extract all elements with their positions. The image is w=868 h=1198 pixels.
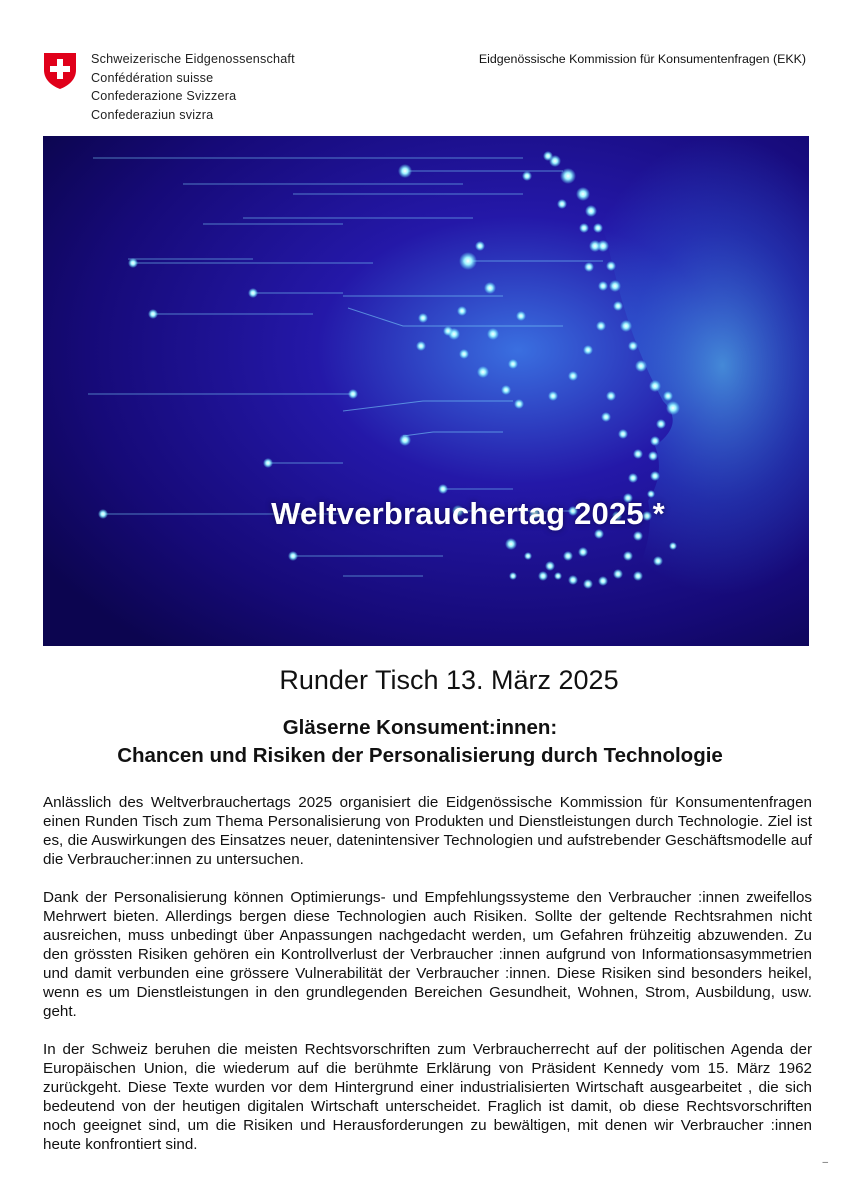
glow-dot bbox=[509, 572, 517, 580]
paragraph: Anlässlich des Weltverbrauchertags 2025 organisiert die Eidgenössische Kommission für Konsumentenfragen einen Runden Tisch zum Thema Personalisierung von Produkten und Dienstleistungen durch Technologie. Ziel ist es, die Auswirkungen des Einsatzes neuer, datenintensiver Technologien und aufstrebender Geschäftsmodelle auf die Verbraucher:innen zu untersuchen. bbox=[43, 794, 812, 868]
glow-dot bbox=[593, 223, 603, 233]
letterhead bbox=[0, 0, 868, 130]
glow-dot bbox=[663, 391, 673, 401]
glow-dot bbox=[598, 281, 608, 291]
paragraph: In der Schweiz beruhen die meisten Rechtsvorschriften zum Verbraucherrecht auf der politischen Agenda der Europäischen Union, die wiederum auf die berühmte Erklärung von Präsident Kennedy vom 15. März 1962 zurückgeht. Diese Texte wurden vor dem Hintergrund einer industrialisierten Wirtschaft ausgearbeitet , die sich bedeutend von der heutigen digitalen Wirtschaft unterscheidet. Fraglich ist damit, ob diese Rechtsvorschriften noch geeignet sind, um die Risiken und Herausforderungen zu bewältigen, mit denen wir Verbraucher :innen heute konfrontiert sind. bbox=[43, 1041, 812, 1153]
confederation-name-fr: Confédération suisse bbox=[91, 70, 214, 85]
glow-dot bbox=[650, 471, 660, 481]
glow-dot bbox=[538, 571, 548, 581]
glow-dot bbox=[501, 385, 511, 395]
glow-dot bbox=[563, 551, 573, 561]
subtitle-line: Chancen und Risiken der Personalisierung durch Technologie bbox=[117, 744, 723, 767]
hero-banner bbox=[43, 136, 809, 646]
glow-dot bbox=[475, 241, 485, 251]
glow-dot bbox=[545, 561, 555, 571]
hero-illustration bbox=[43, 136, 809, 646]
glow-dot bbox=[635, 360, 647, 372]
glow-dot bbox=[459, 252, 477, 270]
glow-dot bbox=[606, 391, 616, 401]
glow-dot bbox=[578, 547, 588, 557]
glow-dot bbox=[399, 434, 411, 446]
glow-dot bbox=[601, 412, 611, 422]
glow-dot bbox=[248, 288, 258, 298]
glow-dot bbox=[666, 401, 680, 415]
glow-dot bbox=[522, 171, 532, 181]
glow-dot bbox=[623, 551, 633, 561]
glow-dot bbox=[656, 419, 666, 429]
glow-dot bbox=[633, 571, 643, 581]
glow-dot bbox=[583, 579, 593, 589]
body-text bbox=[43, 793, 812, 1173]
glow-dot bbox=[620, 320, 632, 332]
glow-dot bbox=[524, 552, 532, 560]
commission-name: Eidgenössische Kommission für Konsumentenfragen (EKK) bbox=[478, 52, 806, 66]
glow-dot bbox=[618, 429, 628, 439]
hero-title: Weltverbrauchertag 2025 * bbox=[271, 496, 665, 531]
glow-dot bbox=[609, 280, 621, 292]
glow-dot bbox=[416, 341, 426, 351]
glow-dot bbox=[598, 576, 608, 586]
confederation-name-it: Confederazione Svizzera bbox=[91, 89, 237, 103]
glow-dot bbox=[568, 575, 578, 585]
glow-dot bbox=[505, 538, 517, 550]
glow-dot bbox=[669, 542, 677, 550]
confederation-name-de: Schweizerische Eidgenossenschaft bbox=[91, 52, 295, 66]
subtitle-line: Gläserne Konsument:innen: bbox=[282, 716, 558, 739]
glow-dot bbox=[576, 187, 590, 201]
paragraph: Dank der Personalisierung können Optimierungs- und Empfehlungssysteme den Verbraucher :innen zweifellos Mehrwert bieten. Allerdings bergen diese Technologien auch Risiken. Sollte der geltende Rechtsrahmen nicht ausreichen, muss unbedingt über Anpassungen nachgedacht werden, um Gefahren frühzeitig abzuwenden. Zu den grössten Risiken gehören ein Kontrollverlust der Verbraucher :innen aufgrund von Informationsasymmetrien und damit verbunden eine grössere Vulnerabilität der Verbraucher :innen. Diese Risiken sind besonders heikel, wenn es um Dienstleistungen in den grundlegenden Bereichen Gesundheit, Wohnen, Strom, Ausbildung, usw. geht. bbox=[43, 889, 812, 1020]
page-mark: – bbox=[822, 1157, 828, 1168]
glow-dot bbox=[508, 359, 518, 369]
glow-dot bbox=[148, 309, 158, 319]
glow-dot bbox=[398, 164, 412, 178]
glow-dot bbox=[477, 366, 489, 378]
glow-dot bbox=[348, 389, 358, 399]
glow-dot bbox=[585, 205, 597, 217]
glow-dot bbox=[438, 484, 448, 494]
glow-dot bbox=[554, 572, 562, 580]
glow-dot bbox=[633, 531, 643, 541]
glow-dot bbox=[484, 282, 496, 294]
glow-dot bbox=[568, 371, 578, 381]
glow-dot bbox=[653, 556, 663, 566]
glow-dot bbox=[596, 321, 606, 331]
glow-dot bbox=[549, 155, 561, 167]
glow-dot bbox=[128, 258, 138, 268]
swiss-cross-icon bbox=[42, 50, 78, 90]
glow-dot bbox=[613, 301, 623, 311]
confederation-names bbox=[91, 50, 295, 124]
glow-dot bbox=[589, 240, 601, 252]
glow-dot bbox=[613, 569, 623, 579]
glow-dot bbox=[584, 262, 594, 272]
glow-dot bbox=[628, 341, 638, 351]
glow-dot bbox=[579, 223, 589, 233]
glow-dot bbox=[487, 328, 499, 340]
event-subtitle bbox=[0, 714, 840, 770]
glow-dot bbox=[650, 436, 660, 446]
glow-dot bbox=[560, 168, 576, 184]
glow-dot bbox=[583, 345, 593, 355]
glow-dot bbox=[633, 449, 643, 459]
glow-dot bbox=[457, 306, 467, 316]
glow-dot bbox=[443, 326, 453, 336]
glow-dot bbox=[606, 261, 616, 271]
glow-dot bbox=[548, 391, 558, 401]
glow-dot bbox=[628, 473, 638, 483]
glow-dot bbox=[288, 551, 298, 561]
glow-dot bbox=[516, 311, 526, 321]
confederation-name-rm: Confederaziun svizra bbox=[91, 107, 214, 122]
glow-dot bbox=[514, 399, 524, 409]
glow-dot bbox=[557, 199, 567, 209]
glow-dot bbox=[649, 380, 661, 392]
glow-dot bbox=[263, 458, 273, 468]
glow-dot bbox=[648, 451, 658, 461]
glow-dot bbox=[418, 313, 428, 323]
event-date: Runder Tisch 13. März 2025 bbox=[279, 665, 619, 695]
glow-dot bbox=[459, 349, 469, 359]
